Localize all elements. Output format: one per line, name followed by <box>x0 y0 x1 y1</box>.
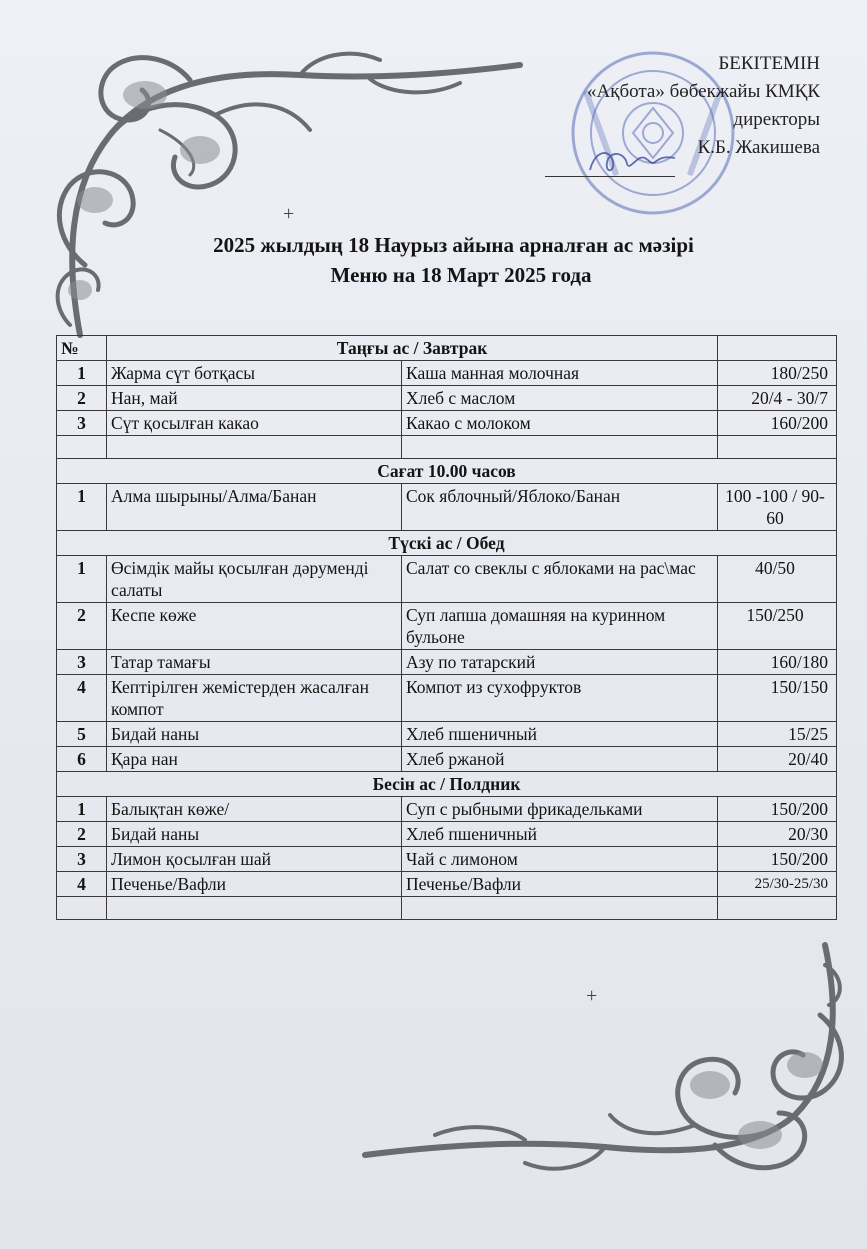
section-title: Бесін ас / Полдник <box>57 772 837 797</box>
dish-portion: 160/200 <box>718 411 837 436</box>
section-header-breakfast <box>57 336 837 361</box>
approval-line-1: БЕКІТЕМІН <box>718 53 820 74</box>
row-number: 3 <box>57 650 107 675</box>
dish-russian: Каша манная молочная <box>402 361 718 386</box>
column-header-number: № <box>57 336 107 361</box>
row-number: 2 <box>57 822 107 847</box>
section-header-lunch <box>57 531 837 556</box>
dish-portion: 20/30 <box>718 822 837 847</box>
corner-ornament-bottom-right <box>355 935 855 1185</box>
approval-line-3: директоры <box>733 109 820 130</box>
row-number: 5 <box>57 722 107 747</box>
dish-kazakh: Лимон қосылған шай <box>107 847 402 872</box>
approval-line-4: К.Б. Жакишева <box>697 137 820 158</box>
row-number: 2 <box>57 386 107 411</box>
dish-russian: Хлеб пшеничный <box>402 722 718 747</box>
dish-portion: 40/50 <box>718 556 837 603</box>
dish-portion: 150/150 <box>718 675 837 722</box>
empty-row <box>57 897 837 920</box>
dish-kazakh: Сүт қосылған какао <box>107 411 402 436</box>
dish-russian: Салат со свеклы с яблоками на рас\мас <box>402 556 718 603</box>
dish-portion: 150/200 <box>718 797 837 822</box>
dish-portion: 20/4 - 30/7 <box>718 386 837 411</box>
cross-ornament: + <box>586 985 598 1007</box>
title-kazakh: 2025 жылдың 18 Наурыз айына арналған ас мәзірі <box>213 233 694 257</box>
approval-line-2: «Ақбота» бөбекжайы КМҚК <box>587 81 820 102</box>
table-row <box>57 484 837 531</box>
dish-kazakh: Жарма сүт ботқасы <box>107 361 402 386</box>
section-title: Таңғы ас / Завтрак <box>107 336 718 361</box>
dish-kazakh: Бидай наны <box>107 822 402 847</box>
row-number: 2 <box>57 603 107 650</box>
title-russian: Меню на 18 Март 2025 года <box>330 263 592 287</box>
row-number: 6 <box>57 747 107 772</box>
dish-kazakh: Қара нан <box>107 747 402 772</box>
dish-kazakh: Өсімдік майы қосылған дәруменді салаты <box>107 556 402 603</box>
dish-kazakh: Печенье/Вафли <box>107 872 402 897</box>
dish-portion: 150/250 <box>718 603 837 650</box>
table-row <box>57 872 837 897</box>
dish-portion: 20/40 <box>718 747 837 772</box>
table-row <box>57 386 837 411</box>
dish-russian: Какао с молоком <box>402 411 718 436</box>
row-number: 3 <box>57 411 107 436</box>
dish-russian: Хлеб пшеничный <box>402 822 718 847</box>
dish-russian: Компот из сухофруктов <box>402 675 718 722</box>
table-cell <box>718 336 837 361</box>
dish-kazakh: Нан, май <box>107 386 402 411</box>
table-row <box>57 603 837 650</box>
row-number: 4 <box>57 675 107 722</box>
signature-line <box>545 176 675 177</box>
dish-portion: 25/30-25/30 <box>718 872 837 897</box>
table-row <box>57 556 837 603</box>
dish-russian: Сок яблочный/Яблоко/Банан <box>402 484 718 531</box>
dish-portion: 15/25 <box>718 722 837 747</box>
table-row <box>57 411 837 436</box>
table-cell <box>57 897 107 920</box>
table-cell <box>402 897 718 920</box>
dish-russian: Хлеб с маслом <box>402 386 718 411</box>
dish-portion: 180/250 <box>718 361 837 386</box>
dish-kazakh: Кептірілген жемістерден жасалған компот <box>107 675 402 722</box>
table-cell <box>57 436 107 459</box>
dish-portion: 160/180 <box>718 650 837 675</box>
dish-russian: Азу по татарский <box>402 650 718 675</box>
section-title: Түскі ас / Обед <box>57 531 837 556</box>
table-row <box>57 722 837 747</box>
corner-ornament-top-left <box>40 35 540 355</box>
row-number: 3 <box>57 847 107 872</box>
dish-russian: Суп с рыбными фрикадельками <box>402 797 718 822</box>
table-row <box>57 361 837 386</box>
dish-portion: 150/200 <box>718 847 837 872</box>
section-title: Сағат 10.00 часов <box>57 459 837 484</box>
table-cell <box>107 897 402 920</box>
row-number: 1 <box>57 361 107 386</box>
dish-russian: Чай с лимоном <box>402 847 718 872</box>
table-row <box>57 797 837 822</box>
dish-russian: Печенье/Вафли <box>402 872 718 897</box>
dish-portion: 100 -100 / 90-60 <box>718 484 837 531</box>
table-row <box>57 847 837 872</box>
dish-kazakh: Балықтан көже/ <box>107 797 402 822</box>
approval-block <box>500 50 820 162</box>
row-number: 1 <box>57 484 107 531</box>
row-number: 1 <box>57 556 107 603</box>
row-number: 1 <box>57 797 107 822</box>
dish-russian: Суп лапша домашняя на куринном бульоне <box>402 603 718 650</box>
row-number: 4 <box>57 872 107 897</box>
menu-table <box>56 335 837 920</box>
dish-kazakh: Татар тамағы <box>107 650 402 675</box>
section-header-afternoon <box>57 772 837 797</box>
table-cell <box>402 436 718 459</box>
dish-russian: Хлеб ржаной <box>402 747 718 772</box>
table-row <box>57 675 837 722</box>
empty-row <box>57 436 837 459</box>
dish-kazakh: Кеспе көже <box>107 603 402 650</box>
table-cell <box>718 897 837 920</box>
table-cell <box>107 436 402 459</box>
dish-kazakh: Алма шырыны/Алма/Банан <box>107 484 402 531</box>
table-row <box>57 747 837 772</box>
cross-ornament: + <box>283 203 295 225</box>
table-cell <box>718 436 837 459</box>
table-row <box>57 822 837 847</box>
dish-kazakh: Бидай наны <box>107 722 402 747</box>
table-row <box>57 650 837 675</box>
section-header-snack <box>57 459 837 484</box>
